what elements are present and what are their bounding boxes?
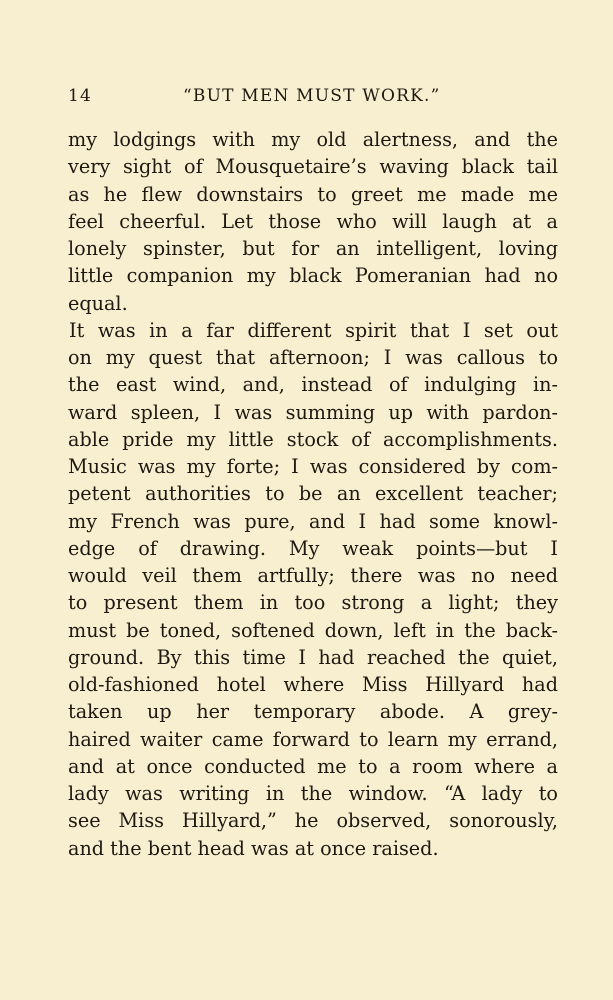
text-line: petent authorities to be an excellent teacher; <box>68 482 558 506</box>
text-line: lonely spinster, but for an intelligent, loving <box>68 237 558 260</box>
text-line: old-fashioned hotel where Miss Hillyard had <box>68 673 558 696</box>
text-line: to present them in too strong a light; they <box>68 591 558 615</box>
text-line: my lodgings with my old alertness, and the <box>68 128 558 151</box>
paragraph-1 <box>68 126 558 317</box>
page-header <box>68 86 558 116</box>
page-number: 14 <box>68 86 93 106</box>
body-text <box>68 126 558 862</box>
text-line: must be toned, softened down, left in the back- <box>68 618 558 642</box>
paragraph-2 <box>68 317 558 862</box>
text-line: feel cheerful. Let those who will laugh at a <box>68 209 558 233</box>
text-line: see Miss Hillyard,” he observed, sonorously, <box>68 809 558 833</box>
text-line: would veil them artfully; there was no need <box>68 564 558 587</box>
text-line: little companion my black Pomeranian had no <box>68 264 558 288</box>
text-line: ground. By this time I had reached the quiet, <box>68 645 558 669</box>
running-head: “BUT MEN MUST WORK.” <box>183 86 441 106</box>
text-line: on my quest that afternoon; I was callous to <box>68 346 558 369</box>
text-line: and the bent head was at once raised. <box>68 836 439 860</box>
text-line: Music was my forte; I was considered by com- <box>68 455 558 478</box>
text-line: taken up her temporary abode. A grey- <box>68 700 558 724</box>
text-line: lady was writing in the window. “A lady to <box>68 782 558 805</box>
text-line: my French was pure, and I had some knowl- <box>68 509 558 533</box>
text-line: and at once conducted me to a room where a <box>68 754 558 778</box>
text-line: edge of drawing. My weak points—but I <box>68 536 558 560</box>
text-line: haired waiter came forward to learn my errand, <box>68 727 558 751</box>
text-line: able pride my little stock of accomplishments. <box>68 427 558 451</box>
text-line: as he flew downstairs to greet me made me <box>68 182 558 206</box>
text-line: very sight of Mousquetaire’s waving black tail <box>68 155 558 179</box>
text-line: ward spleen, I was summing up with pardon- <box>68 400 558 424</box>
text-line: equal. <box>68 291 128 315</box>
text-line: It was in a far different spirit that I set out <box>69 318 558 342</box>
text-line: the east wind, and, instead of indulging in- <box>68 373 558 397</box>
